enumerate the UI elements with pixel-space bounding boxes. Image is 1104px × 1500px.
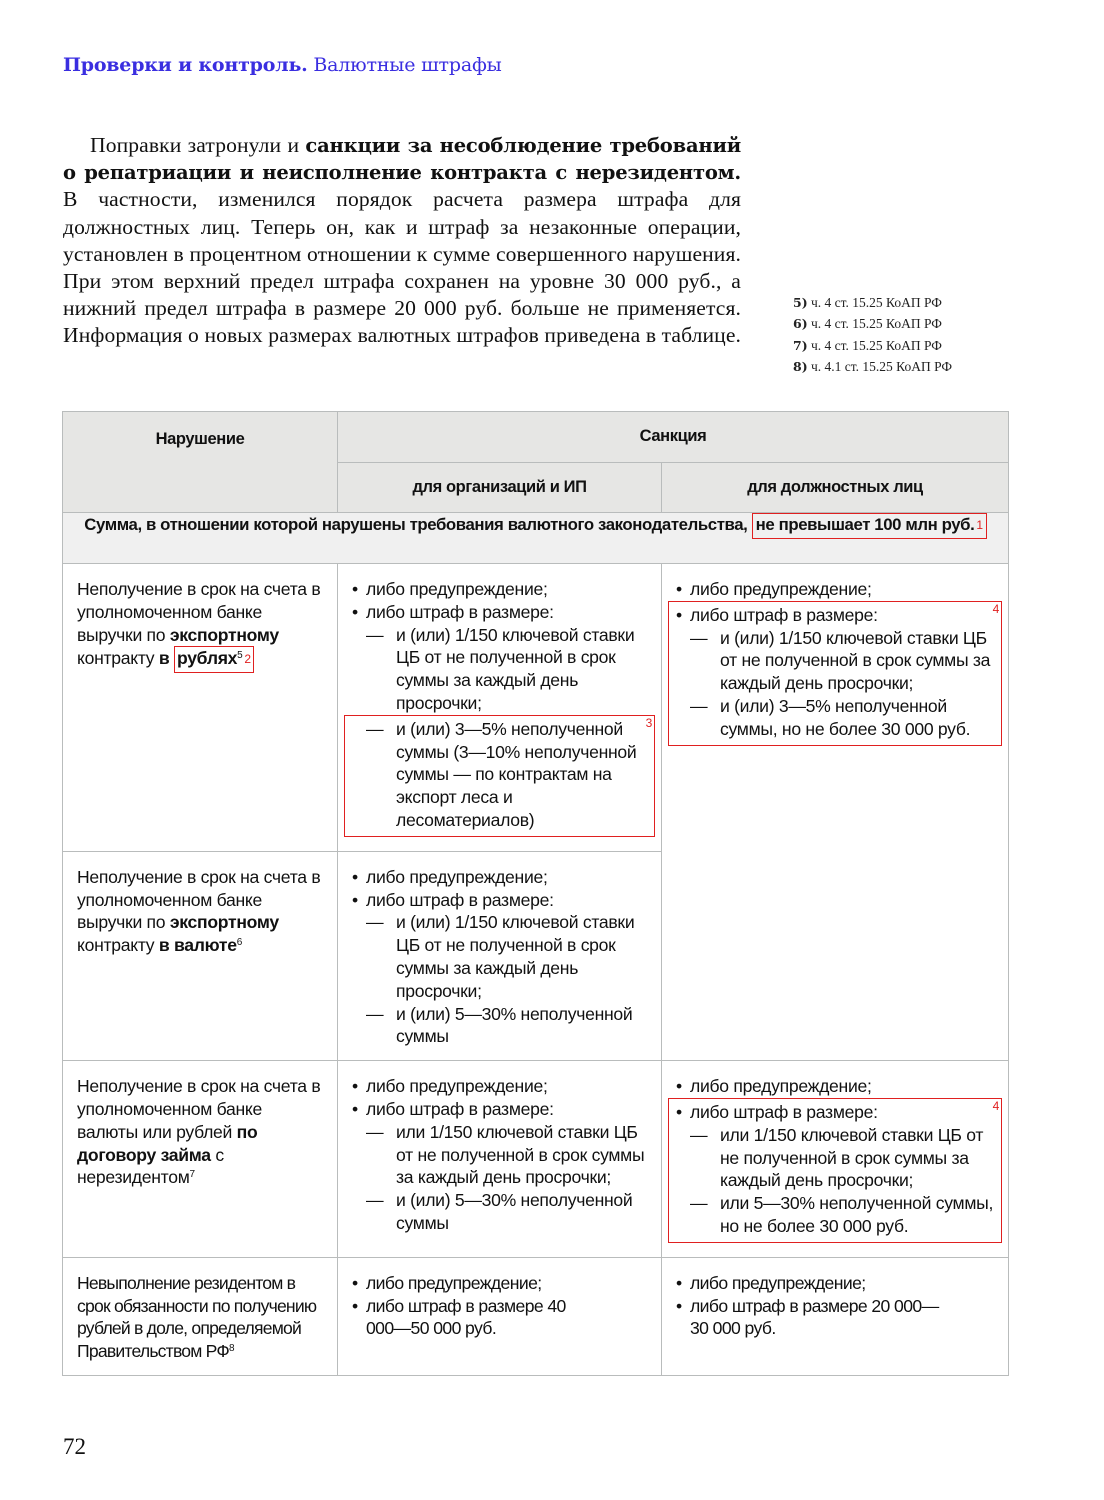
bullet-item: • либо предупреждение; bbox=[676, 578, 994, 601]
header-sanction: Санкция bbox=[338, 412, 1009, 463]
bullet-item: • либо штраф в размере 20 000—30 000 руб. bbox=[676, 1295, 994, 1341]
bullet-item: • либо предупреждение; bbox=[676, 1075, 994, 1098]
scope-text: Сумма, в отношении которой нарушены требования валютного законодательства, bbox=[84, 515, 748, 534]
table-row bbox=[63, 564, 1009, 852]
intro-paragraph bbox=[63, 132, 741, 350]
bullet-item: • либо штраф в размере: — и (или) 1/150 ключевой ставки ЦБ от не полученной в срок суммы за каждый день просрочки; — и (или) 3—5% неполученной суммы, но не более 30 000 руб. bbox=[676, 604, 994, 741]
annotation-mark: 1 bbox=[976, 518, 983, 532]
footnote-6: 6) ч. 4 ст. 15.25 КоАП РФ bbox=[793, 316, 942, 332]
dash-item: — и (или) 5—30% неполученной суммы bbox=[366, 1189, 647, 1235]
bullet-item: • либо предупреждение; bbox=[352, 1075, 647, 1098]
dash-item: — или 5—30% неполученной суммы, но не более 30 000 руб. bbox=[690, 1192, 994, 1238]
bullet-item: • либо штраф в размере 40 000—50 000 руб. bbox=[352, 1295, 647, 1341]
annotation-mark: 4 bbox=[992, 601, 999, 616]
footnotes bbox=[793, 292, 952, 377]
table-header-row bbox=[63, 412, 1009, 463]
annotation-box bbox=[344, 715, 655, 837]
scope-cell bbox=[63, 513, 1009, 564]
intro-bold: санкции за несоблюдение требований о репатриации и неисполнение контракта с нерезидентом. bbox=[63, 134, 741, 185]
dash-item: — и (или) 3—5% неполученной суммы, но не более 30 000 руб. bbox=[690, 695, 994, 741]
bullet-item: • либо предупреждение; bbox=[352, 866, 647, 889]
footnote-5: 5) ч. 4 ст. 15.25 КоАП РФ bbox=[793, 295, 942, 310]
officials-sanction-cell bbox=[662, 1257, 1009, 1375]
officials-sanction-cell bbox=[662, 1061, 1009, 1258]
orgs-sanction-cell bbox=[338, 1257, 662, 1375]
scope-highlight: не превышает 100 млн руб. 1 bbox=[752, 513, 987, 539]
violation-cell: Неполучение в срок на счета в уполномоченном банке выручки по экспортному контракту в валюте$^6$ bbox=[63, 851, 338, 1060]
footnote-7: 7) ч. 4 ст. 15.25 КоАП РФ bbox=[793, 337, 942, 353]
dash-item: — или 1/150 ключевой ставки ЦБ от не полученной в срок суммы за каждый день просрочки; bbox=[690, 1124, 994, 1192]
dash-item: — и (или) 1/150 ключевой ставки ЦБ от не полученной в срок суммы за каждый день просрочки; bbox=[366, 624, 647, 715]
running-head-section: Проверки и контроль. bbox=[63, 54, 308, 76]
bullet-item: • либо предупреждение; bbox=[352, 578, 647, 601]
fines-table bbox=[62, 411, 1009, 1376]
bullet-item: • либо предупреждение; bbox=[352, 1272, 647, 1295]
violation-cell: Неполучение в срок на счета в уполномоченном банке выручки по экспортному контракту в рублях$^5$ 2 bbox=[63, 564, 338, 852]
table-row bbox=[63, 1257, 1009, 1375]
table-row bbox=[63, 1061, 1009, 1258]
header-violation: Нарушение bbox=[63, 412, 338, 513]
bullet-item: • либо штраф в размере: — и (или) 1/150 ключевой ставки ЦБ от не полученной в срок суммы за каждый день просрочки; bbox=[352, 601, 647, 715]
bullet-item: • либо штраф в размере: — или 1/150 ключевой ставки ЦБ от не полученной в срок суммы за каждый день просрочки; — и (или) 5—30% неполученной суммы bbox=[352, 1098, 647, 1235]
header-orgs: для организаций и ИП bbox=[338, 462, 662, 513]
running-head-topic: Валютные штрафы bbox=[313, 54, 502, 76]
intro-rest: В частности, изменился порядок расчета размера штрафа для должностных лиц. Теперь он, как и штраф за незаконные операции, установлен в процентном отношении к сумме совершенного нарушения. При этом верхний предел штрафа сохранен на уровне 30 000 руб., а нижний предел штрафа в размере 20 000 руб. больше не применяется. Информация о новых размерах валютных штрафов приведена в таблице. bbox=[63, 187, 742, 348]
violation-cell: Неполучение в срок на счета в уполномоченном банке валюты или рублей по договору займа с нерезидентом$^7$ bbox=[63, 1061, 338, 1258]
annotation-box bbox=[668, 601, 1002, 746]
intro-lead: Поправки затронули и bbox=[90, 133, 306, 157]
dash-item: — и (или) 1/150 ключевой ставки ЦБ от не полученной в срок суммы за каждый день просрочки; bbox=[366, 911, 647, 1002]
bullet-item: • либо штраф в размере: — и (или) 1/150 ключевой ставки ЦБ от не полученной в срок суммы за каждый день просрочки; — и (или) 5—30% неполученной суммы bbox=[352, 889, 647, 1049]
dash-item: — и (или) 1/150 ключевой ставки ЦБ от не полученной в срок суммы за каждый день просрочки; bbox=[690, 627, 994, 695]
officials-sanction-cell bbox=[662, 564, 1009, 1061]
dash-item: — или 1/150 ключевой ставки ЦБ от не полученной в срок суммы за каждый день просрочки; bbox=[366, 1121, 647, 1189]
bullet-item: • либо предупреждение; bbox=[676, 1272, 994, 1295]
annotation-mark: 4 bbox=[992, 1098, 999, 1113]
orgs-sanction-cell bbox=[338, 564, 662, 852]
scope-row bbox=[63, 513, 1009, 564]
page-number: 72 bbox=[63, 1434, 86, 1459]
dash-item: — и (или) 3—5% неполученной суммы (3—10% неполученной суммы — по контрактам на экспорт леса и лесоматериалов) bbox=[366, 718, 647, 832]
bullet-item: • либо штраф в размере: — или 1/150 ключевой ставки ЦБ от не полученной в срок суммы за каждый день просрочки; — или 5—30% неполученной суммы, но не более 30 000 руб. bbox=[676, 1101, 994, 1238]
orgs-sanction-cell bbox=[338, 1061, 662, 1258]
running-head bbox=[63, 54, 502, 76]
annotation-box bbox=[668, 1098, 1002, 1243]
footnote-8: 8) ч. 4.1 ст. 15.25 КоАП РФ bbox=[793, 358, 953, 374]
dash-item: — и (или) 5—30% неполученной суммы bbox=[366, 1003, 647, 1049]
annotation-mark: 3 bbox=[645, 715, 652, 730]
header-officials: для должностных лиц bbox=[662, 462, 1009, 513]
rubles-highlight: рублях$^5$ 2 bbox=[174, 646, 254, 673]
orgs-sanction-cell bbox=[338, 851, 662, 1060]
violation-cell: Невыполнение резидентом в срок обязанности по получению рублей в доле, определяемой Правительством $РФ^8$ bbox=[63, 1257, 338, 1375]
